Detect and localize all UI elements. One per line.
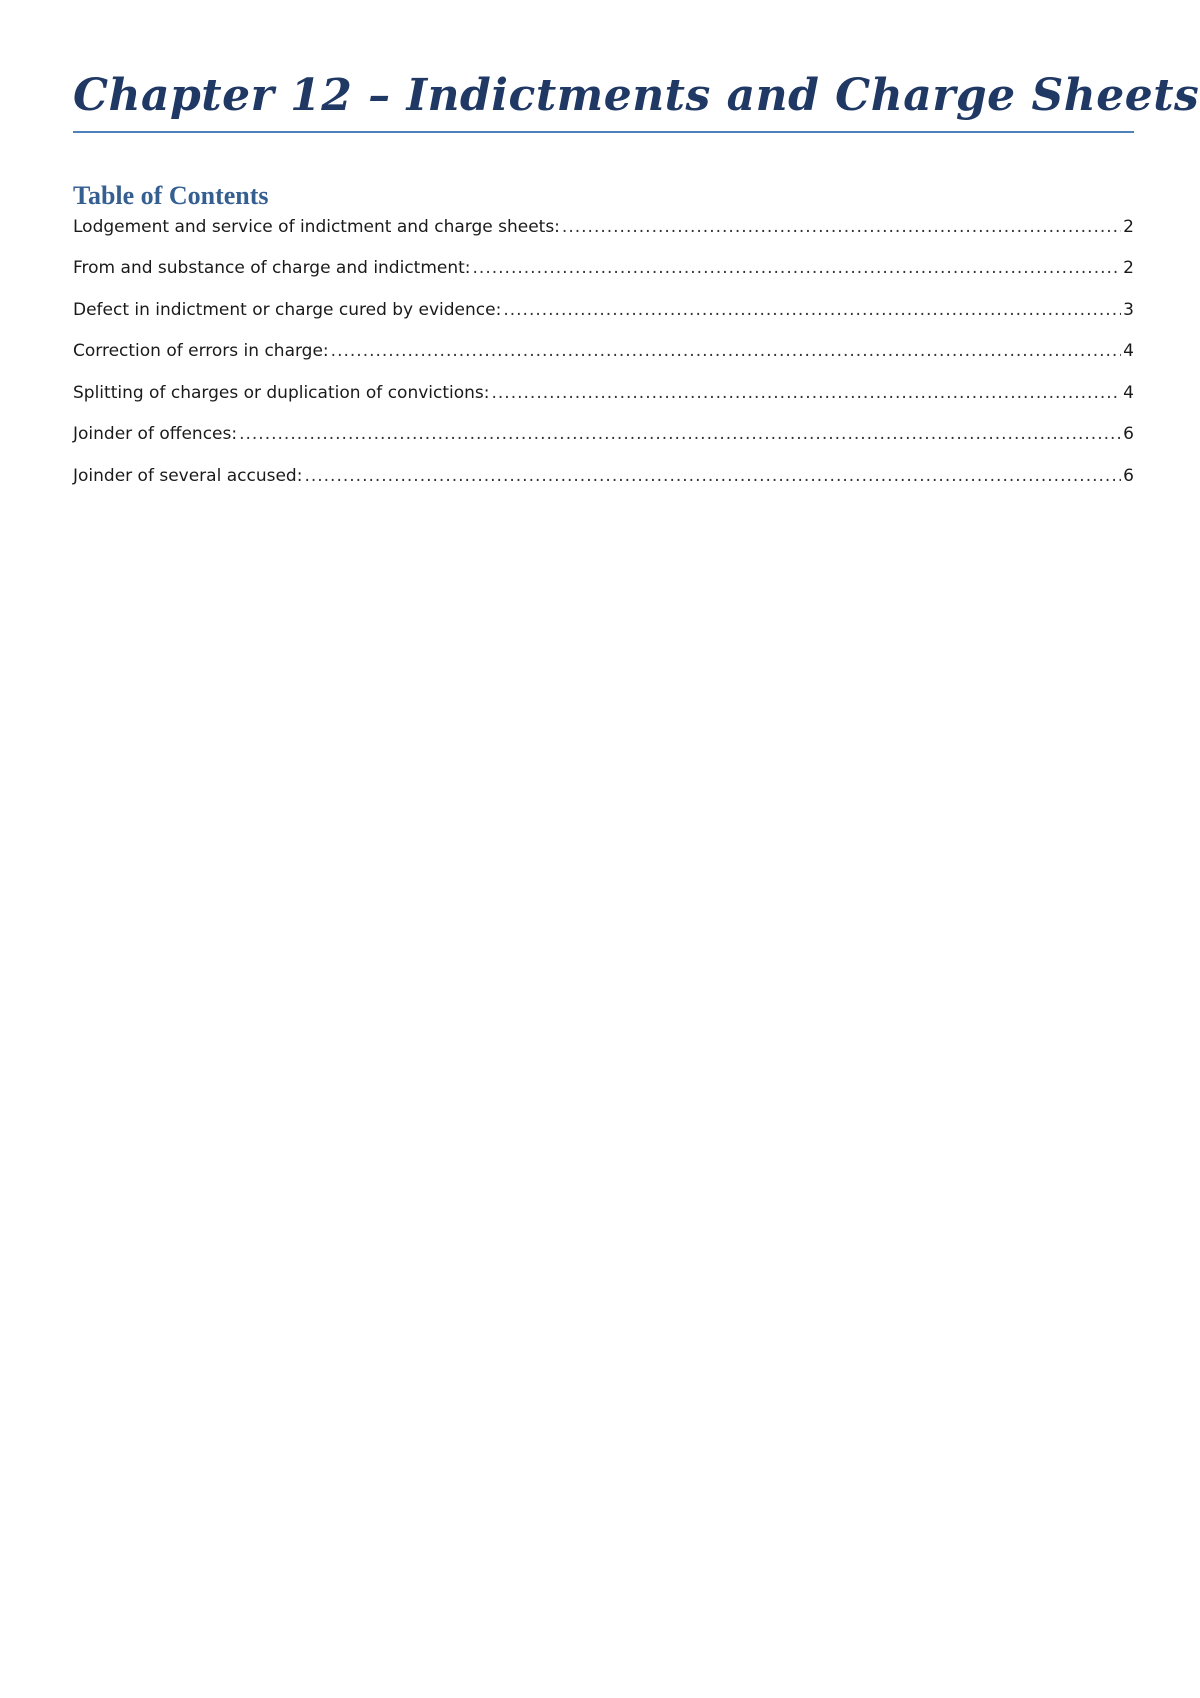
toc-leader-dots <box>239 424 1121 444</box>
document-page <box>73 70 1200 507</box>
toc-leader-dots <box>562 217 1121 237</box>
toc-entry-page: 2 <box>1123 258 1134 279</box>
toc-entry-page: 4 <box>1123 382 1134 403</box>
toc-entry[interactable] <box>73 383 1134 425</box>
toc-entry-page: 6 <box>1123 424 1134 445</box>
toc-entry[interactable] <box>73 217 1134 259</box>
toc-entry-page: 4 <box>1123 341 1134 362</box>
chapter-title: Chapter 12 – Indictments and Charge Sheets <box>73 70 1134 133</box>
toc-list <box>73 217 1134 508</box>
toc-entry-text: Joinder of offences: <box>73 424 238 445</box>
toc-leader-dots <box>304 466 1121 486</box>
toc-leader-dots <box>331 341 1122 361</box>
toc-entry-text: Lodgement and service of indictment and charge sheets: <box>73 216 560 237</box>
toc-entry[interactable] <box>73 341 1134 383</box>
toc-leader-dots <box>473 258 1122 278</box>
toc-entry[interactable] <box>73 424 1134 466</box>
toc-entry-page: 3 <box>1123 299 1134 320</box>
toc-entry[interactable] <box>73 258 1134 300</box>
toc-heading: Table of Contents <box>73 180 269 210</box>
toc-leader-dots <box>492 383 1122 403</box>
toc-leader-dots <box>503 300 1121 320</box>
toc-entry-text: From and substance of charge and indictment: <box>73 258 471 279</box>
toc-entry-text: Defect in indictment or charge cured by evidence: <box>73 299 502 320</box>
toc-entry-page: 2 <box>1123 216 1134 237</box>
toc-entry-text: Splitting of charges or duplication of convictions: <box>73 382 490 403</box>
toc-entry[interactable] <box>73 300 1134 342</box>
toc-entry-text: Correction of errors in charge: <box>73 341 329 362</box>
toc-entry-page: 6 <box>1123 465 1134 486</box>
toc-entry-text: Joinder of several accused: <box>73 465 303 486</box>
toc-entry[interactable] <box>73 466 1134 508</box>
